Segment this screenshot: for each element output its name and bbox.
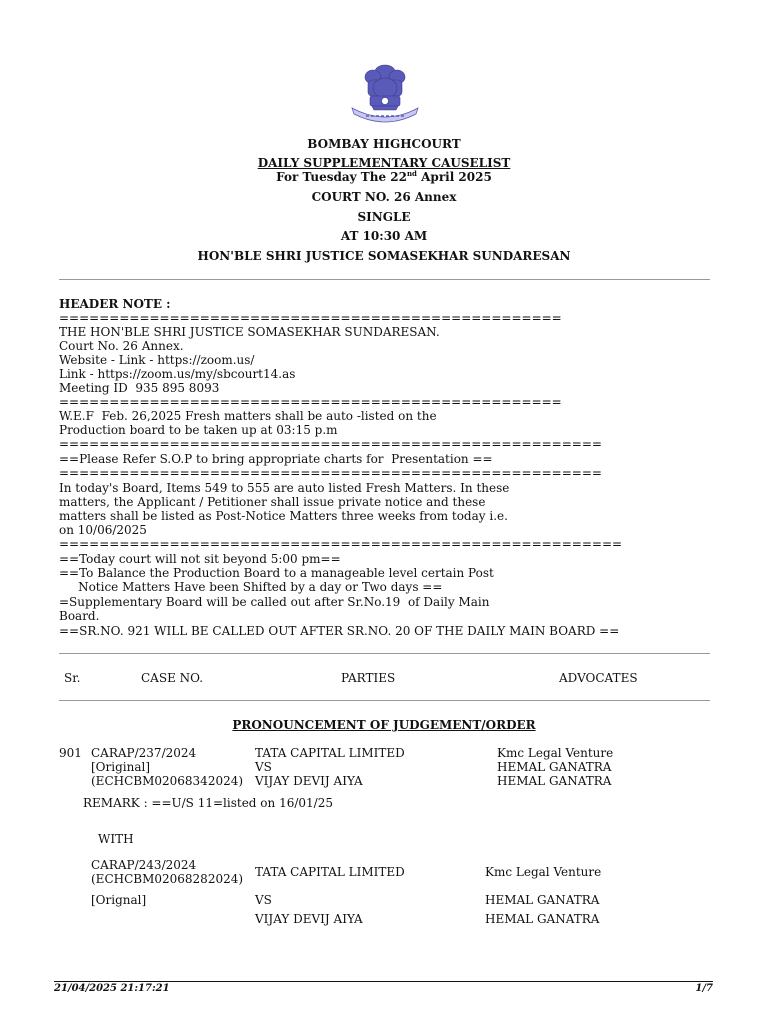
connected-vs: VS — [255, 893, 272, 907]
note-line: Website - Link - https://zoom.us/ — [59, 353, 255, 367]
connected-cnr: (ECHCBM02068282024) — [91, 872, 244, 886]
column-header-sr: Sr. — [64, 671, 81, 685]
column-header-advocates: ADVOCATES — [559, 671, 638, 685]
matter-advocate: HEMAL GANATRA — [497, 760, 612, 774]
matter-case-no: CARAP/237/2024 — [91, 746, 197, 760]
matter-remark: REMARK : ==U/S 11=listed on 16/01/25 — [83, 796, 333, 810]
connected-advocate: HEMAL GANATRA — [485, 893, 600, 907]
matter-cnr: (ECHCBM02068342024) — [91, 774, 244, 788]
page-number: 1/7 — [695, 983, 713, 994]
connected-petitioner: TATA CAPITAL LIMITED — [255, 865, 405, 879]
note-line: Meeting ID 935 895 8093 — [59, 381, 220, 395]
court-number: COURT NO. 26 Annex — [311, 190, 457, 204]
matter-vs: VS — [255, 760, 272, 774]
matter-advocate: HEMAL GANATRA — [497, 774, 612, 788]
bench-type: SINGLE — [357, 210, 411, 224]
note-line: Notice Matters Have been Shifted by a day or Two days == — [59, 580, 443, 594]
note-line: ================================================== — [59, 395, 562, 409]
sitting-time: AT 10:30 AM — [340, 229, 428, 243]
note-line: Board. — [59, 609, 100, 623]
footer-divider — [54, 981, 713, 982]
divider — [59, 700, 710, 701]
note-line: ==Today court will not sit beyond 5:00 pm== — [59, 552, 341, 566]
note-line: ==Please Refer S.O.P to bring appropriate charts for Presentation == — [59, 452, 493, 466]
note-line: ====================================================== — [59, 437, 602, 451]
note-line: ======================================================== — [59, 537, 623, 551]
note-line: =Supplementary Board will be called out after Sr.No.19 of Daily Main — [59, 595, 490, 609]
matter-petitioner: TATA CAPITAL LIMITED — [255, 746, 405, 760]
divider — [59, 653, 710, 654]
connected-advocate: Kmc Legal Venture — [485, 865, 602, 879]
note-line: ====================================================== — [59, 466, 602, 480]
judge-name: HON'BLE SHRI JUSTICE SOMASEKHAR SUNDARESAN — [197, 249, 571, 263]
note-line: matters, the Applicant / Petitioner shall issue private notice and these — [59, 495, 486, 509]
note-line: ==SR.NO. 921 WILL BE CALLED OUT AFTER SR.NO. 20 OF THE DAILY MAIN BOARD == — [59, 624, 620, 638]
divider — [59, 279, 710, 280]
note-line: Court No. 26 Annex. — [59, 339, 184, 353]
connected-advocate: HEMAL GANATRA — [485, 912, 600, 926]
matter-case-type: [Original] — [91, 760, 151, 774]
note-line: Production board to be taken up at 03:15 p.m — [59, 423, 338, 437]
court-name: BOMBAY HIGHCOURT — [307, 137, 461, 151]
with-label: WITH — [98, 832, 134, 846]
matter-sr: 901 — [59, 746, 82, 760]
connected-respondent: VIJAY DEVIJ AIYA — [255, 912, 363, 926]
matter-respondent: VIJAY DEVIJ AIYA — [255, 774, 363, 788]
note-line: In today's Board, Items 549 to 555 are auto listed Fresh Matters. In these — [59, 481, 510, 495]
matter-advocate: Kmc Legal Venture — [497, 746, 614, 760]
footer-timestamp: 21/04/2025 21:17:21 — [54, 983, 170, 994]
national-emblem-icon — [346, 62, 424, 130]
header-note-heading: HEADER NOTE : — [59, 297, 171, 311]
connected-case-type: [Orignal] — [91, 893, 147, 907]
causelist-type: DAILY SUPPLEMENTARY CAUSELIST — [257, 156, 511, 170]
connected-case-no: CARAP/243/2024 — [91, 858, 197, 872]
note-line: on 10/06/2025 — [59, 523, 147, 537]
note-line: matters shall be listed as Post-Notice Matters three weeks from today i.e. — [59, 509, 508, 523]
causelist-date: For Tuesday The 22nd April 2025 — [276, 169, 492, 184]
note-line: W.E.F Feb. 26,2025 Fresh matters shall be auto -listed on the — [59, 409, 437, 423]
note-line: THE HON'BLE SHRI JUSTICE SOMASEKHAR SUNDARESAN. — [59, 325, 440, 339]
note-line: ==To Balance the Production Board to a manageable level certain Post — [59, 566, 494, 580]
column-header-parties: PARTIES — [341, 671, 396, 685]
note-line: Link - https://zoom.us/my/sbcourt14.as — [59, 367, 296, 381]
note-line: ================================================== — [59, 311, 562, 325]
column-header-case-no: CASE NO. — [141, 671, 204, 685]
section-title: PRONOUNCEMENT OF JUDGEMENT/ORDER — [232, 718, 536, 732]
